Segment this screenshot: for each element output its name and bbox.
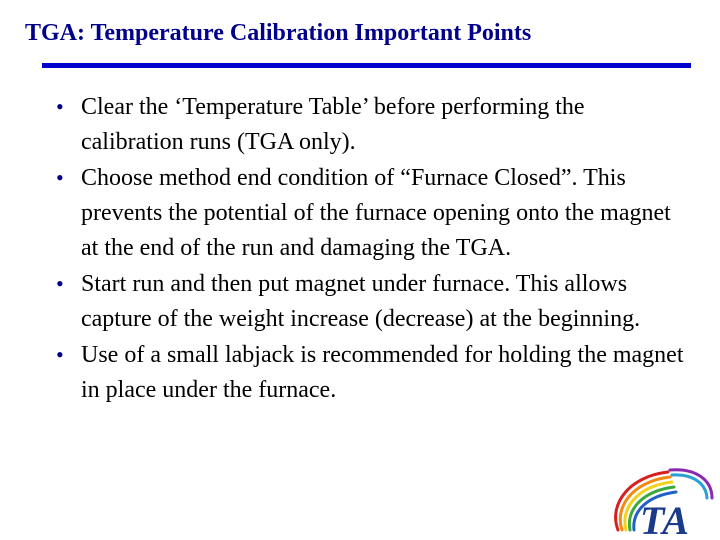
bullet-item-3 bbox=[50, 267, 690, 337]
bullet-icon: • bbox=[56, 94, 64, 119]
bullet-item-4 bbox=[50, 338, 690, 408]
logo-text: TA bbox=[640, 498, 689, 538]
title-divider bbox=[42, 63, 691, 68]
bullet-text: Choose method end condition of “Furnace Closed”. This prevents the potential of the furnace opening onto the magnet at the end of the run and damaging the TGA. bbox=[81, 165, 671, 261]
bullet-item-2 bbox=[50, 161, 690, 266]
bullet-text: Clear the ‘Temperature Table’ before performing the calibration runs (TGA only). bbox=[81, 94, 585, 155]
bullet-text: Start run and then put magnet under furnace. This allows capture of the weight increase (decrease) at the beginning. bbox=[81, 271, 641, 332]
bullet-icon: • bbox=[56, 165, 64, 190]
slide-title: TGA: Temperature Calibration Important Points bbox=[25, 20, 532, 46]
ta-logo bbox=[600, 464, 718, 538]
bullet-item-1 bbox=[50, 90, 690, 160]
bullet-icon: • bbox=[56, 342, 64, 367]
bullet-icon: • bbox=[56, 271, 64, 296]
bullet-list bbox=[50, 90, 690, 409]
bullet-text: Use of a small labjack is recommended for holding the magnet in place under the furnace. bbox=[81, 342, 684, 403]
